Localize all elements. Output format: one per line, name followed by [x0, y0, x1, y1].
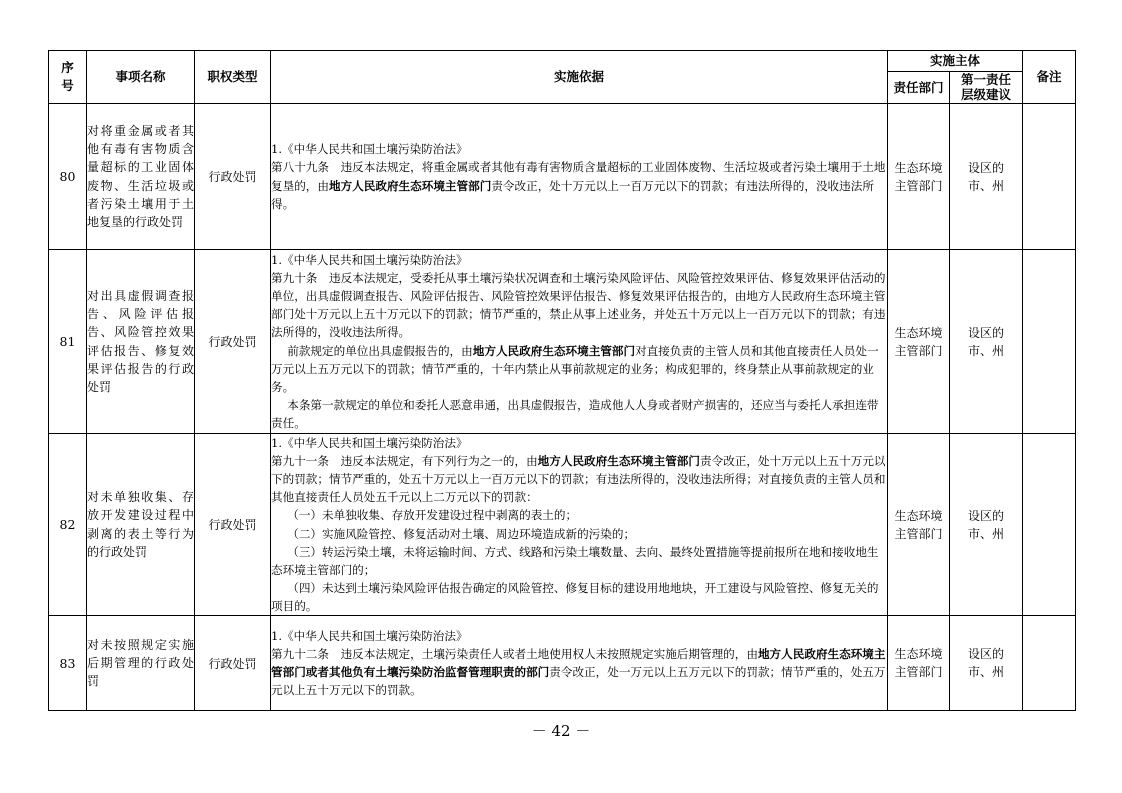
header-type: 职权类型	[195, 51, 271, 104]
responsible-dept-text: 生态环境主管部门	[894, 160, 943, 193]
basis-text: 本条第一款规定的单位和委托人恶意串通，出具虚假报告，造成他人人身或者财产损害的，还应当与委托人承担连带责任。	[271, 397, 879, 430]
basis-paragraph	[271, 543, 887, 579]
header-dept: 责任部门	[888, 72, 950, 104]
legal-basis	[271, 104, 888, 250]
enforcement-table	[48, 50, 1076, 711]
remark-cell	[1023, 616, 1076, 711]
responsible-dept	[888, 104, 950, 250]
responsible-authority-text: 地方人民政府生态环境主管部门	[537, 454, 700, 469]
basis-paragraph	[271, 579, 887, 615]
table-row	[49, 250, 1076, 434]
header-seq: 序号	[49, 51, 87, 104]
remark-cell	[1023, 250, 1076, 434]
authority-type: 行政处罚	[195, 104, 271, 250]
item-name: 对未单独收集、存放开发建设过程中剥离的表土等行为的行政处罚	[87, 434, 195, 616]
item-name: 对未按照规定实施后期管理的行政处罚	[87, 616, 195, 711]
authority-type: 行政处罚	[195, 434, 271, 616]
basis-paragraph	[271, 434, 887, 452]
basis-paragraph	[271, 158, 887, 212]
basis-paragraph	[271, 645, 887, 699]
first-level	[950, 104, 1023, 250]
basis-text: 对直接负责的主管人员和其他直接责任人员处一万元以上五万元以下的罚款；情节严重的，十年内禁止从事前款规定的业务；构成犯罪的，终身禁止从事前款规定的业务。	[271, 343, 879, 394]
row-number: 81	[49, 250, 87, 434]
first-level-text: 设区的市、州	[968, 160, 1005, 193]
basis-paragraph	[271, 627, 887, 645]
remark-cell	[1023, 434, 1076, 616]
basis-text: （一）未单独收集、存放开发建设过程中剥离的表土的；	[287, 508, 578, 523]
basis-text: （二）实施风险管控、修复活动对土壤、周边环境造成新的污染的；	[287, 526, 636, 541]
legal-basis	[271, 616, 888, 711]
responsible-dept	[888, 434, 950, 616]
legal-basis	[271, 250, 888, 434]
basis-text: 第八十九条 违反本法规定，将重金属或者其他有毒有害物质含量超标的工业固体废物、生活垃圾或者污染土壤用于土地复垦的，由	[271, 160, 886, 193]
responsible-dept-text: 生态环境主管部门	[894, 647, 943, 679]
table-row	[49, 616, 1076, 711]
page-number: － 42 －	[531, 722, 591, 740]
responsible-authority-text: 地方人民政府生态环境主管部门	[328, 178, 492, 193]
responsible-dept-text: 生态环境主管部门	[894, 325, 943, 358]
basis-text: 第九十二条 违反本法规定，土壤污染责任人或者土地使用权人未按照规定实施后期管理的，由	[271, 646, 758, 661]
first-level	[950, 250, 1023, 434]
row-number: 83	[49, 616, 87, 711]
header-remark: 备注	[1023, 51, 1076, 104]
basis-text: 第九十一条 违反本法规定，有下列行为之一的，由	[271, 454, 538, 469]
first-level-text: 设区的市、州	[968, 508, 1005, 541]
header-subject: 实施主体	[888, 51, 1023, 72]
remark-cell	[1023, 104, 1076, 250]
basis-text: 责令改正，处十万元以上五十万元以下的罚款；情节严重的，处五十万元以上一百万元以下的罚款；有违法所得的，没收违法所得；对直接负责的主管人员和其他直接责任人员处五千元以上二万元以下的罚款：	[271, 454, 886, 505]
basis-text: （四）未达到土壤污染风险评估报告确定的风险管控、修复目标的建设用地地块，开工建设与风险管控、修复无关的项目的。	[271, 580, 879, 613]
basis-paragraph	[271, 140, 887, 158]
responsible-authority-text: 地方人民政府生态环境主管部门或者其他负有土壤污染防治监督管理职责的部门	[271, 646, 886, 679]
row-number: 80	[49, 104, 87, 250]
first-level	[950, 616, 1023, 711]
table-row	[49, 434, 1076, 616]
header-level: 第一责任层级建议	[950, 72, 1023, 104]
row-number: 82	[49, 434, 87, 616]
basis-paragraph	[271, 251, 887, 269]
item-name: 对出具虚假调查报告、风险评估报告、风险管控效果评估报告、修复效果评估报告的行政处罚	[87, 250, 195, 434]
item-name: 对将重金属或者其他有毒有害物质含量超标的工业固体废物、生活垃圾或者污染土壤用于土地复垦的行政处罚	[87, 104, 195, 250]
basis-text: 1.《中华人民共和国土壤污染防治法》	[271, 142, 468, 157]
basis-paragraph	[271, 525, 887, 543]
basis-text: 1.《中华人民共和国土壤污染防治法》	[271, 628, 468, 643]
basis-paragraph	[271, 269, 887, 341]
responsible-dept	[888, 616, 950, 711]
first-level-text: 设区的市、州	[968, 647, 1005, 679]
basis-text: 1.《中华人民共和国土壤污染防治法》	[271, 253, 468, 268]
basis-paragraph	[271, 506, 887, 524]
responsible-dept-text: 生态环境主管部门	[894, 508, 943, 541]
first-level	[950, 434, 1023, 616]
basis-paragraph	[271, 452, 887, 506]
basis-text: 前款规定的单位出具虚假报告的，由	[287, 343, 473, 358]
basis-text: 1.《中华人民共和国土壤污染防治法》	[271, 436, 468, 451]
responsible-dept	[888, 250, 950, 434]
first-level-text: 设区的市、州	[968, 325, 1005, 358]
basis-text: （三）转运污染土壤，未将运输时间、方式、线路和污染土壤数量、去向、最终处置措施等提前报所在地和接收地生态环境主管部门的；	[271, 544, 879, 577]
basis-text: 责令改正，处一万元以上五万元以下的罚款；情节严重的，处五万元以上五十万元以下的罚款。	[271, 665, 886, 698]
authority-type: 行政处罚	[195, 250, 271, 434]
basis-paragraph	[271, 396, 887, 432]
basis-text: 第九十条 违反本法规定，受委托从事土壤污染状况调查和土壤污染风险评估、风险管控效果评估、修复效果评估活动的单位，出具虚假调查报告、风险评估报告、风险管控效果评估报告、修复效果评估报告的，由地方人民政府生态环境主管部门处十万元以上五十万元以下的罚款；情节严重的，禁止从事上述业务，并处五十万元以上一百万元以下的罚款；有违法所得的，没收违法所得。	[271, 271, 886, 340]
legal-basis	[271, 434, 888, 616]
authority-type: 行政处罚	[195, 616, 271, 711]
header-basis: 实施依据	[271, 51, 888, 104]
basis-text: 责令改正，处十万元以上一百万元以下的罚款；有违法所得的，没收违法所得。	[271, 178, 874, 211]
responsible-authority-text: 地方人民政府生态环境主管部门	[472, 343, 636, 358]
header-name: 事项名称	[87, 51, 195, 104]
table-row	[49, 104, 1076, 250]
basis-paragraph	[271, 342, 887, 396]
